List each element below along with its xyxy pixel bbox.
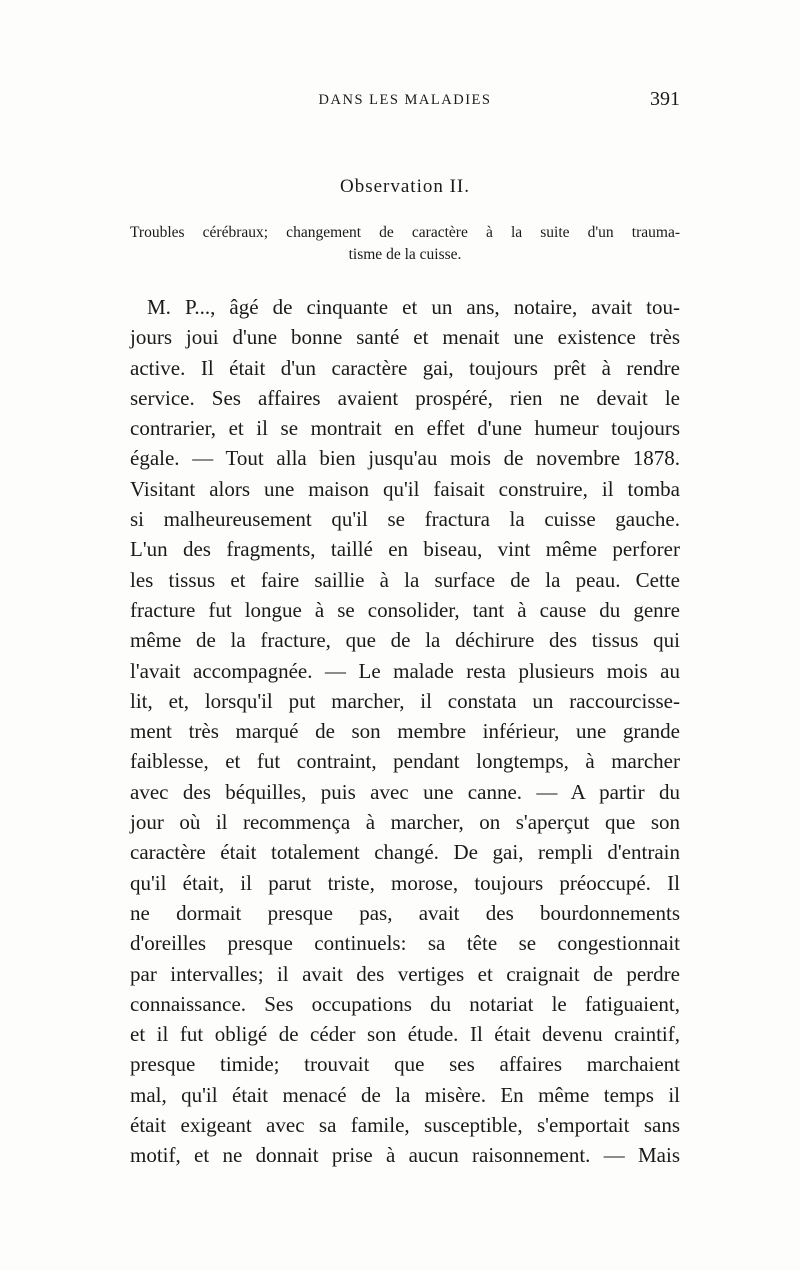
text-line: fracture fut longue à se consolider, tant à cause du genre bbox=[130, 597, 680, 622]
text-line: presque timide; trouvait que ses affaires marchaient bbox=[130, 1052, 680, 1077]
text-line: caractère était totalement changé. De gai, rempli d'entrain bbox=[130, 840, 680, 865]
text-line: d'oreilles presque continuels: sa tête se congestionnait bbox=[130, 931, 680, 956]
text-line: égale. — Tout alla bien jusqu'au mois de novembre 1878. bbox=[130, 446, 680, 471]
observation-summary bbox=[130, 222, 680, 266]
text-line: avec des béquilles, puis avec une canne. — A partir du bbox=[130, 779, 680, 804]
text-line: même de la fracture, que de la déchirure des tissus qui bbox=[130, 628, 680, 653]
text-line: contrarier, et il se montrait en effet d'une humeur toujours bbox=[130, 416, 680, 441]
summary-line: tisme de la cuisse. bbox=[348, 246, 462, 263]
text-line: l'avait accompagnée. — Le malade resta plusieurs mois au bbox=[130, 658, 680, 683]
text-line: si malheureusement qu'il se fractura la cuisse gauche. bbox=[130, 507, 680, 532]
text-line: jour où il recommença à marcher, on s'aperçut que son bbox=[130, 810, 680, 835]
text-line: faiblesse, et fut contraint, pendant longtemps, à marcher bbox=[130, 749, 680, 774]
text-line: ment très marqué de son membre inférieur, une grande bbox=[130, 719, 680, 744]
text-line: motif, et ne donnait prise à aucun raisonnement. — Mais bbox=[130, 1143, 680, 1168]
text-line: ne dormait presque pas, avait des bourdonnements bbox=[130, 900, 680, 925]
text-line: qu'il était, il parut triste, morose, toujours préoccupé. Il bbox=[130, 870, 680, 895]
observation-title: Observation II. bbox=[339, 176, 471, 197]
text-line: était exigeant avec sa famile, susceptible, s'emportait sans bbox=[130, 1113, 680, 1138]
text-line: mal, qu'il était menacé de la misère. En même temps il bbox=[130, 1082, 680, 1107]
text-line: lit, et, lorsqu'il put marcher, il constata un raccourcisse- bbox=[130, 688, 680, 713]
summary-line: Troubles cérébraux; changement de caractère à la suite d'un trauma- bbox=[130, 224, 680, 241]
running-head bbox=[130, 88, 680, 114]
text-line: M. P..., âgé de cinquante et un ans, notaire, avait tou- bbox=[147, 295, 680, 319]
text-line: par intervalles; il avait des vertiges et craignait de perdre bbox=[130, 961, 680, 986]
text-line: L'un des fragments, taillé en biseau, vint même perforer bbox=[130, 537, 680, 562]
body-paragraph bbox=[130, 292, 680, 1171]
text-line: et il fut obligé de céder son étude. Il était devenu craintif, bbox=[130, 1022, 680, 1047]
page-number: 391 bbox=[650, 88, 680, 110]
text-line: connaissance. Ses occupations du notariat le fatiguaient, bbox=[130, 991, 680, 1016]
running-title: DANS LES MALADIES bbox=[318, 92, 492, 108]
text-line: jours joui d'une bonne santé et menait une existence très bbox=[130, 325, 680, 350]
text-line: Visitant alors une maison qu'il faisait construire, il tomba bbox=[130, 476, 680, 501]
text-line: active. Il était d'un caractère gai, toujours prêt à rendre bbox=[130, 355, 680, 380]
text-line: service. Ses affaires avaient prospéré, rien ne devait le bbox=[130, 385, 680, 410]
text-line: les tissus et faire saillie à la surface de la peau. Cette bbox=[130, 567, 680, 592]
